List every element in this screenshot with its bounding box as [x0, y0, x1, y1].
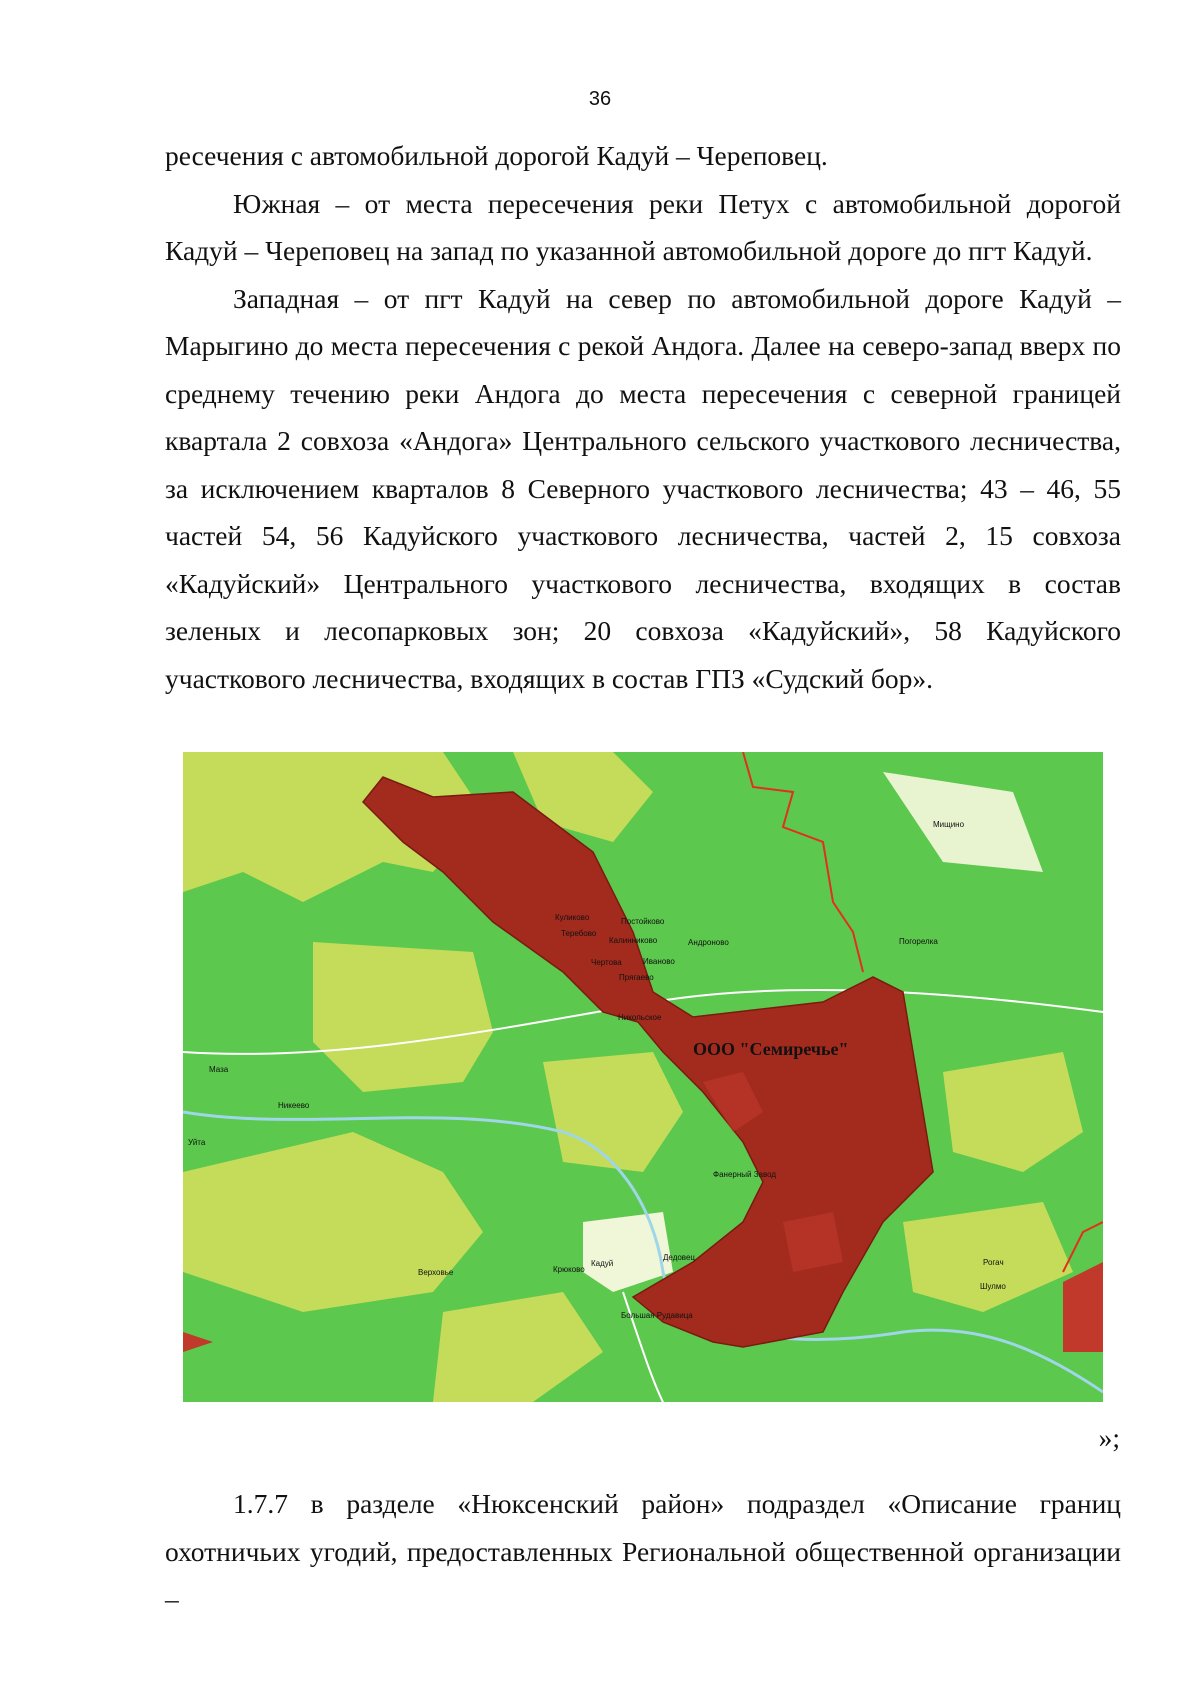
paragraph-west: Западная – от пгт Кадуй на север по автомобильной дороге Кадуй – Марыгино до места пересечения с рекой Андога. Далее на северо-запад вверх по среднему течению реки Андога до места пересечения с северной границей квартала 2 совхоза «Андога» Центрального сельского участкового лесничества, за исключением кварталов 8 Северного участкового лесничества; 43 – 46, 55 частей 54, 56 Кадуйского участкового лесничества, частей 2, 15 совхоза «Кадуйский» Центрального участкового лесничества, входящих в состав зеленых и лесопарковых зон; 20 совхоза «Кадуйский», 58 Кадуйского участкового лесничества, входящих в состав ГПЗ «Судский бор».: [165, 282, 1121, 694]
place-label: Большая Рудавица: [621, 1311, 693, 1320]
closing-quote: »;: [1098, 1422, 1120, 1453]
body-text: [165, 132, 1121, 702]
place-label: Никеево: [278, 1101, 310, 1110]
place-label: Погорелка: [899, 937, 938, 946]
page-number: 36: [588, 88, 612, 110]
paragraph-nyuksensky: 1.7.7 в разделе «Нюксенский район» подраздел «Описание границ охотничьих угодий, предоставленных Региональной общественной организации –: [165, 1488, 1121, 1614]
map-canvas: [183, 752, 1103, 1402]
place-label: Теребово: [561, 929, 597, 938]
place-label: Верховье: [418, 1268, 454, 1277]
paragraph-continuation: ресечения с автомобильной дорогой Кадуй – Череповец.: [165, 140, 828, 171]
place-label: Дедовец: [663, 1253, 695, 1262]
place-label: Куликово: [555, 913, 590, 922]
place-label: Никольское: [618, 1013, 662, 1022]
place-label: Иваново: [643, 957, 675, 966]
place-label: Рогач: [983, 1258, 1004, 1267]
paragraph-south: Южная – от места пересечения реки Петух с автомобильной дорогой Кадуй – Череповец на запад по указанной автомобильной дороге до пгт Кадуй.: [165, 187, 1121, 266]
place-label: Калинниково: [609, 936, 658, 945]
place-label: Мищино: [933, 820, 965, 829]
place-label: Маза: [209, 1065, 229, 1074]
place-label: Прягаево: [619, 973, 654, 982]
place-label: Кадуй: [591, 1259, 614, 1268]
place-label: Чертова: [591, 958, 622, 967]
place-label: Шулмо: [980, 1282, 1006, 1291]
body-text-continued: [165, 1480, 1121, 1623]
hunting-grounds-map: [183, 752, 1103, 1402]
territory-label: ООО "Семиречье": [693, 1039, 849, 1059]
place-label: Уйта: [188, 1138, 206, 1147]
territory-patch-2: [783, 1212, 843, 1272]
place-label: Фанерный Завод: [713, 1170, 777, 1179]
place-label: Крюково: [553, 1265, 585, 1274]
place-label: Андроново: [688, 938, 729, 947]
place-label: Постойково: [621, 917, 665, 926]
